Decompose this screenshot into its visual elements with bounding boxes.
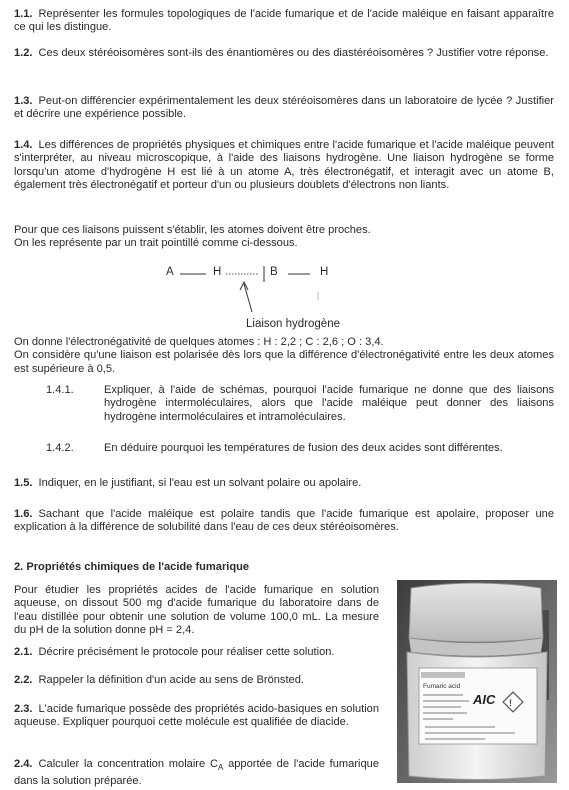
question-1-4-1 — [46, 384, 554, 424]
question-text: Rappeler la définition d'un acide au sens de Brönsted. — [38, 674, 304, 686]
question-2-1 — [14, 646, 379, 659]
question-text: L'acide fumarique possède des propriétés acido-basiques en solution aqueuse. Expliquer pourquoi cette molécule est qualifiée de diacide. — [14, 703, 379, 729]
jar-brand-mark: AIC — [473, 692, 496, 707]
question-number: 1.1. — [14, 8, 33, 20]
question-number: 1.4.2. — [46, 442, 74, 454]
question-text: Indiquer, en le justifiant, si l'eau est un solvant polaire ou apolaire. — [38, 477, 362, 489]
paragraph-line: Pour que ces liaisons puissent s'établir, les atomes doivent être proches. — [14, 224, 371, 236]
atom-h: H — [320, 266, 329, 278]
question-number: 1.5. — [14, 477, 33, 489]
reagent-jar-photo — [397, 580, 557, 783]
question-1-6 — [14, 508, 554, 535]
question-2-2 — [14, 674, 379, 687]
question-text: Sachant que l'acide maléique est polaire tandis que l'acide fumarique est apolaire, proposer une explication à la différence de solubilité dans l'eau de ces deux stéréoisomères. — [14, 508, 554, 534]
question-number: 2.2. — [14, 674, 33, 686]
question-number: 2.3. — [14, 703, 33, 715]
question-text: Représenter les formules topologiques de l'acide fumarique et de l'acide maléique en faisant apparaître ce qui les distingue. — [14, 8, 554, 34]
question-1-2 — [14, 47, 554, 60]
question-1-5 — [14, 477, 554, 490]
jar-label-text: Fumaric acid — [423, 683, 461, 690]
question-2-4 — [14, 758, 379, 788]
hydrogen-bond-diagram — [160, 262, 400, 334]
question-1-3 — [14, 95, 554, 122]
reagent-jar-image — [397, 580, 557, 783]
atom-h: H — [213, 266, 222, 278]
question-text-start: Calculer la concentration molaire C — [38, 758, 218, 770]
question-number: 1.6. — [14, 508, 33, 520]
question-text: Peut-on différencier expérimentalement les deux stéréoisomères dans un laboratoire de lycée ? Justifier et décrire une expérience possible. — [14, 95, 554, 121]
atom-a: A — [166, 266, 174, 278]
question-text: En déduire pourquoi les températures de fusion des deux acides sont différentes. — [104, 442, 503, 454]
question-text: Les différences de propriétés physiques et chimiques entre l'acide fumarique et l'acide maléique peuvent s'interpréter, au niveau microscopique, à l'aide des liaisons hydrogène. Une liaison hydrogène se forme lorsqu'un atome d'hydrogène H est lié à un atome A, très électronégatif, et interagit avec un atome B, également très électronégatif et porteur d'un ou plusieurs doublets d'électrons non liants. — [14, 139, 554, 191]
paragraph-line: On considère qu'une liaison est polarisée dès lors que la différence d'électronégativité entre les deux atomes est supérieure à 0,5. — [14, 349, 554, 375]
question-1-1 — [14, 8, 554, 35]
question-text: Décrire précisément le protocole pour réaliser cette solution. — [38, 646, 335, 658]
section-2-intro: Pour étudier les propriétés acides de l'acide fumarique en solution aqueuse, on dissout 500 mg d'acide fumarique du laboratoire dans de l'eau distillée pour obtenir une solution de volume 100,0 mL. La mesure du pH de la solution donne pH = 2,4. — [14, 584, 379, 636]
question-number: 2.1. — [14, 646, 33, 658]
paragraph-line: On les représente par un trait pointillé comme ci-dessous. — [14, 237, 298, 250]
question-number: 1.4.1. — [46, 384, 74, 396]
question-number: 1.2. — [14, 47, 33, 59]
question-2-3 — [14, 703, 379, 730]
diagram-caption: Liaison hydrogène — [246, 318, 340, 330]
question-1-4 — [14, 139, 554, 192]
atom-b: B — [270, 266, 278, 278]
paragraph-conditions — [14, 224, 554, 251]
question-number: 2.4. — [14, 758, 33, 770]
question-1-4-2 — [46, 442, 554, 455]
hazard-mark-icon: ! — [509, 698, 512, 708]
question-text: Expliquer, à l'aide de schémas, pourquoi l'acide fumarique ne donne que des liaisons hydrogène intermoléculaires, alors que l'acide maléique peut donner des liaisons hydrogène intermoléculaires et intramoléculaires. — [104, 384, 554, 423]
paragraph-line: On donne l'électronégativité de quelques atomes : H : 2,2 ; C : 2,6 ; O : 3,4. — [14, 336, 384, 348]
paragraph-electronegativity — [14, 336, 554, 376]
question-number: 1.3. — [14, 95, 33, 107]
question-number: 1.4. — [14, 139, 33, 151]
question-text-end: apportée de l'acide fumarique dans la solution préparée. — [14, 758, 379, 787]
question-text: Ces deux stéréoisomères sont-ils des énantiomères ou des diastéréoisomères ? Justifier votre réponse. — [38, 47, 549, 59]
section-2-title: 2. Propriétés chimiques de l'acide fumarique — [14, 561, 250, 573]
concentration-subscript: A — [217, 763, 224, 773]
